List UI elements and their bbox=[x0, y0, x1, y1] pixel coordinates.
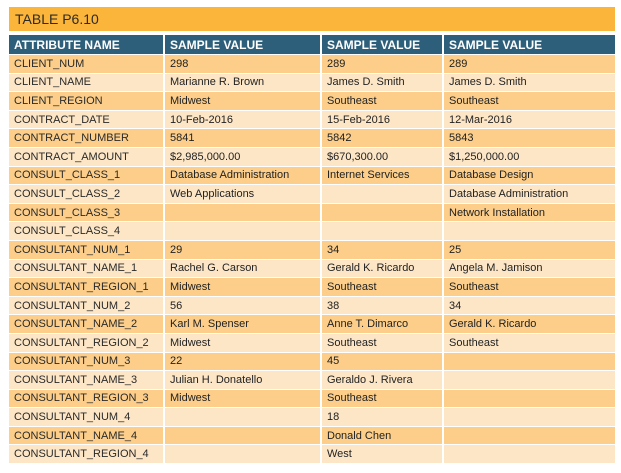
sample-value-cell: Southeast bbox=[443, 333, 615, 352]
table-row bbox=[9, 352, 615, 371]
attribute-name-cell: CONTRACT_NUMBER bbox=[9, 129, 164, 148]
sample-value-cell bbox=[321, 185, 443, 204]
sample-value-cell bbox=[164, 445, 321, 463]
attribute-name-cell: CONSULT_CLASS_3 bbox=[9, 203, 164, 222]
column-header-sample-value-3: SAMPLE VALUE bbox=[443, 35, 615, 55]
sample-value-cell: Southeast bbox=[443, 278, 615, 297]
sample-value-cell: Midwest bbox=[164, 389, 321, 408]
sample-value-cell: Network Installation bbox=[443, 203, 615, 222]
sample-value-cell: 5842 bbox=[321, 129, 443, 148]
sample-value-cell: 298 bbox=[164, 55, 321, 74]
attribute-name-cell: CONSULT_CLASS_1 bbox=[9, 166, 164, 185]
attribute-name-cell: CONSULTANT_NUM_3 bbox=[9, 352, 164, 371]
sample-value-cell: Southeast bbox=[321, 333, 443, 352]
sample-value-cell: Rachel G. Carson bbox=[164, 259, 321, 278]
table-row bbox=[9, 185, 615, 204]
table-row bbox=[9, 240, 615, 259]
sample-value-cell: Internet Services bbox=[321, 166, 443, 185]
column-header-sample-value-1: SAMPLE VALUE bbox=[164, 35, 321, 55]
attribute-name-cell: CONSULTANT_REGION_2 bbox=[9, 333, 164, 352]
attribute-name-cell: CONSULTANT_REGION_1 bbox=[9, 278, 164, 297]
table-body bbox=[9, 55, 615, 464]
sample-value-cell bbox=[443, 426, 615, 445]
sample-value-cell: 18 bbox=[321, 408, 443, 427]
sample-value-cell bbox=[164, 426, 321, 445]
sample-value-cell: Gerald K. Ricardo bbox=[321, 259, 443, 278]
sample-value-cell: Database Administration bbox=[164, 166, 321, 185]
sample-value-cell bbox=[443, 408, 615, 427]
sample-value-cell bbox=[443, 222, 615, 241]
table-row bbox=[9, 55, 615, 74]
sample-value-cell: 289 bbox=[321, 55, 443, 74]
table-caption: TABLE P6.10 bbox=[9, 7, 615, 31]
sample-value-cell: Database Administration bbox=[443, 185, 615, 204]
header-row bbox=[9, 35, 615, 55]
table-row bbox=[9, 259, 615, 278]
attribute-name-cell: CONSULTANT_NAME_4 bbox=[9, 426, 164, 445]
sample-value-cell bbox=[164, 222, 321, 241]
sample-value-cell bbox=[321, 222, 443, 241]
sample-value-cell: 12-Mar-2016 bbox=[443, 110, 615, 129]
attribute-name-cell: CONSULT_CLASS_4 bbox=[9, 222, 164, 241]
attribute-name-cell: CONTRACT_DATE bbox=[9, 110, 164, 129]
attribute-name-cell: CLIENT_NAME bbox=[9, 73, 164, 92]
sample-value-cell: 289 bbox=[443, 55, 615, 74]
attribute-name-cell: CONSULTANT_NUM_1 bbox=[9, 240, 164, 259]
sample-value-cell bbox=[443, 371, 615, 390]
sample-value-cell: Southeast bbox=[321, 92, 443, 111]
table-row bbox=[9, 445, 615, 463]
attribute-name-cell: CONTRACT_AMOUNT bbox=[9, 147, 164, 166]
attribute-name-cell: CONSULTANT_NAME_1 bbox=[9, 259, 164, 278]
sample-value-cell: 25 bbox=[443, 240, 615, 259]
sample-value-cell: Karl M. Spenser bbox=[164, 315, 321, 334]
sample-value-cell: 5843 bbox=[443, 129, 615, 148]
sample-value-cell: 56 bbox=[164, 296, 321, 315]
attribute-name-cell: CONSULT_CLASS_2 bbox=[9, 185, 164, 204]
sample-value-cell: Midwest bbox=[164, 333, 321, 352]
sample-value-cell: Angela M. Jamison bbox=[443, 259, 615, 278]
table-row bbox=[9, 296, 615, 315]
column-header-attribute-name: ATTRIBUTE NAME bbox=[9, 35, 164, 55]
sample-value-cell bbox=[164, 203, 321, 222]
attribute-name-cell: CONSULTANT_NAME_3 bbox=[9, 371, 164, 390]
sample-value-cell: Donald Chen bbox=[321, 426, 443, 445]
sample-value-cell: Southeast bbox=[443, 92, 615, 111]
sample-value-cell: 38 bbox=[321, 296, 443, 315]
sample-value-cell: Marianne R. Brown bbox=[164, 73, 321, 92]
sample-value-cell: James D. Smith bbox=[321, 73, 443, 92]
sample-value-cell: Web Applications bbox=[164, 185, 321, 204]
column-header-sample-value-2: SAMPLE VALUE bbox=[321, 35, 443, 55]
table-row bbox=[9, 73, 615, 92]
sample-value-cell: 5841 bbox=[164, 129, 321, 148]
table-row bbox=[9, 408, 615, 427]
sample-value-cell: Julian H. Donatello bbox=[164, 371, 321, 390]
table-row bbox=[9, 203, 615, 222]
sample-value-cell: Midwest bbox=[164, 278, 321, 297]
table-row bbox=[9, 426, 615, 445]
sample-value-cell: West bbox=[321, 445, 443, 463]
sample-value-cell: James D. Smith bbox=[443, 73, 615, 92]
attribute-name-cell: CONSULTANT_NAME_2 bbox=[9, 315, 164, 334]
sample-value-cell bbox=[164, 408, 321, 427]
sample-value-cell bbox=[443, 445, 615, 463]
table-figure bbox=[9, 7, 615, 463]
sample-value-cell: 34 bbox=[321, 240, 443, 259]
sample-value-cell: 45 bbox=[321, 352, 443, 371]
sample-value-cell: Gerald K. Ricardo bbox=[443, 315, 615, 334]
attribute-name-cell: CLIENT_REGION bbox=[9, 92, 164, 111]
sample-value-cell: Database Design bbox=[443, 166, 615, 185]
sample-value-cell bbox=[443, 389, 615, 408]
table-row bbox=[9, 389, 615, 408]
table-row bbox=[9, 278, 615, 297]
table-row bbox=[9, 166, 615, 185]
table-row bbox=[9, 371, 615, 390]
sample-value-cell: $670,300.00 bbox=[321, 147, 443, 166]
attribute-name-cell: CONSULTANT_REGION_4 bbox=[9, 445, 164, 463]
data-table bbox=[9, 35, 615, 463]
sample-value-cell: Southeast bbox=[321, 278, 443, 297]
attribute-name-cell: CONSULTANT_NUM_2 bbox=[9, 296, 164, 315]
sample-value-cell: Southeast bbox=[321, 389, 443, 408]
attribute-name-cell: CONSULTANT_NUM_4 bbox=[9, 408, 164, 427]
sample-value-cell: $1,250,000.00 bbox=[443, 147, 615, 166]
attribute-name-cell: CONSULTANT_REGION_3 bbox=[9, 389, 164, 408]
sample-value-cell: 34 bbox=[443, 296, 615, 315]
table-row bbox=[9, 315, 615, 334]
table-row bbox=[9, 92, 615, 111]
sample-value-cell: Geraldo J. Rivera bbox=[321, 371, 443, 390]
sample-value-cell: 22 bbox=[164, 352, 321, 371]
table-row bbox=[9, 333, 615, 352]
sample-value-cell: Anne T. Dimarco bbox=[321, 315, 443, 334]
sample-value-cell: Midwest bbox=[164, 92, 321, 111]
sample-value-cell: 10-Feb-2016 bbox=[164, 110, 321, 129]
table-row bbox=[9, 222, 615, 241]
attribute-name-cell: CLIENT_NUM bbox=[9, 55, 164, 74]
sample-value-cell bbox=[443, 352, 615, 371]
table-row bbox=[9, 147, 615, 166]
table-row bbox=[9, 129, 615, 148]
sample-value-cell: 15-Feb-2016 bbox=[321, 110, 443, 129]
sample-value-cell: $2,985,000.00 bbox=[164, 147, 321, 166]
table-row bbox=[9, 110, 615, 129]
sample-value-cell: 29 bbox=[164, 240, 321, 259]
sample-value-cell bbox=[321, 203, 443, 222]
